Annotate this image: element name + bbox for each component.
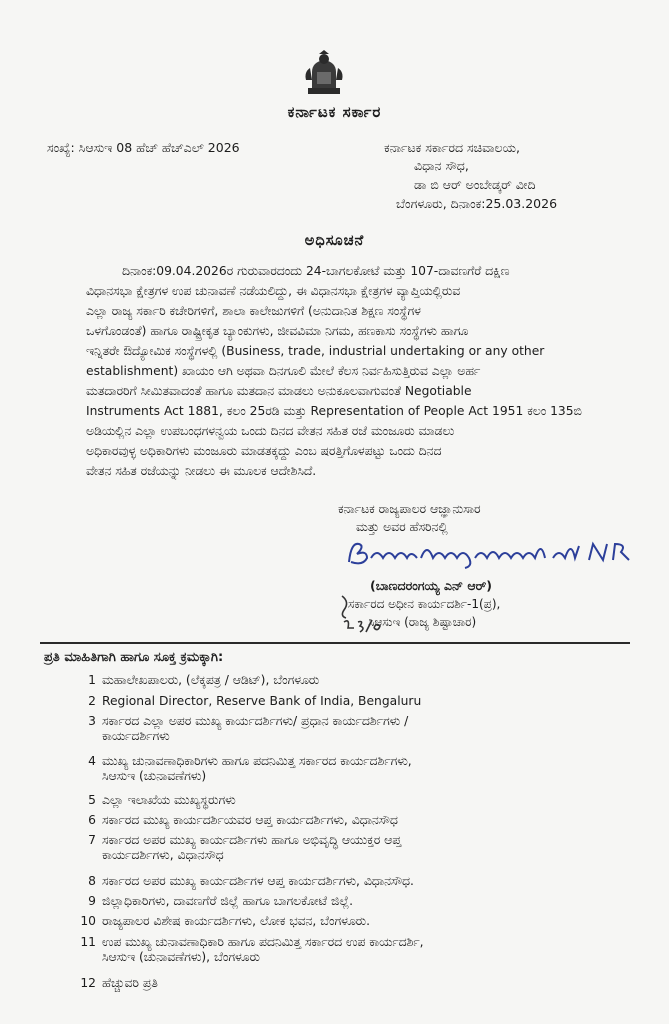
list-item: 9 ಜಿಲ್ಲಾಧಿಕಾರಿಗಳು, ದಾವಣಗೆರೆ ಜಿಲ್ಲೆ ಹಾಗೂ ಬಾಗಲಕೋಟೆ ಜಿಲ್ಲೆ. xyxy=(88,894,354,908)
notification-body-line: ಎಲ್ಲಾ ರಾಜ್ಯ ಸರ್ಕಾರಿ ಕಚೇರಿಗಳಿಗೆ, ಶಾಲಾ ಕಾಲೇಜುಗಳಿಗೆ (ಅನುದಾನಿತ ಶಿಕ್ಷಣ ಸಂಸ್ಥೆಗಳ xyxy=(86,304,421,318)
address-line: ಡಾ ಬಿ ಆರ್ ಅಂಬೇಡ್ಕರ್ ವೀದಿ xyxy=(414,177,536,192)
notification-body-line: Instruments Act 1881, ಕಲಂ 25ರಡಿ ಮತ್ತು Representation of People Act 1951 ಕಲಂ 135ಬಿ xyxy=(86,404,582,418)
notification-body-line: ಅಧಿಕಾರವುಳ್ಳ ಅಧಿಕಾರಿಗಳು ಮಂಜೂರು ಮಾಡತಕ್ಕದ್ದು ಎಂಬ ಷರತ್ತಿಗೊಳಪಟ್ಟು ಒಂದು ದಿನದ xyxy=(86,444,442,458)
signatory-name: (ಬಾಣದರಂಗಯ್ಯ ಎನ್ ಆರ್) xyxy=(370,578,492,593)
notification-body-line: ಅಡಿಯಲ್ಲಿನ ಎಲ್ಲಾ ಉಪಬಂಧಗಳನ್ವಯ ಒಂದು ದಿನದ ವೇತನ ಸಹಿತ ರಜೆ ಮಂಜೂರು ಮಾಡಲು xyxy=(86,424,455,438)
copy-to-heading: ಪ್ರತಿ ಮಾಹಿತಿಗಾಗಿ ಹಾಗೂ ಸೂಕ್ತ ಕ್ರಮಕ್ಕಾಗಿ: xyxy=(44,650,224,665)
list-item: 11 ಉಪ ಮುಖ್ಯ ಚುನಾವಣಾಧಿಕಾರಿ ಹಾಗೂ ಪದನಿಮಿತ್ತ ಸರ್ಕಾರದ ಉಪ ಕಾರ್ಯದರ್ಶಿ, ಸಿಆಸುಇ (ಚುನಾವಣೆಗಳು), ಬೆಂಗಳೂರು xyxy=(80,935,424,964)
list-item: 7 ಸರ್ಕಾರದ ಅಪರ ಮುಖ್ಯ ಕಾರ್ಯದರ್ಶಿಗಳು ಹಾಗೂ ಅಭಿವೃದ್ಧಿ ಆಯುಕ್ತರ ಆಪ್ತ ಕಾರ್ಯದರ್ಶಿಗಳು, ವಿಧಾನಸೌಧ xyxy=(88,833,402,862)
signatory-department: ಸಿಆಸುಇ (ರಾಜ್ಯ ಶಿಷ್ಟಾಚಾರ) xyxy=(368,615,477,629)
signatory-designation: ಸರ್ಕಾರದ ಅಧೀನ ಕಾರ್ಯದರ್ಶಿ-1(ಪ್ರ), xyxy=(348,597,501,611)
handwritten-signature xyxy=(345,536,635,570)
list-item: 1 ಮಹಾಲೇಖಪಾಲರು, (ಲೆಕ್ಕಪತ್ರ / ಆಡಿಟ್), ಬೆಂಗಳೂರು xyxy=(88,673,320,687)
section-divider xyxy=(40,642,630,644)
list-item: 10 ರಾಜ್ಯಪಾಲರ ವಿಶೇಷ ಕಾರ್ಯದರ್ಶಿಗಳು, ಲೋಕ ಭವನ, ಬೆಂಗಳೂರು. xyxy=(80,914,370,928)
list-item: 2 Regional Director, Reserve Bank of India, Bengaluru xyxy=(88,694,422,708)
notification-body-line: ಒಳಗೊಂಡಂತೆ) ಹಾಗೂ ರಾಷ್ಟ್ರೀಕೃತ ಬ್ಯಾಂಕುಗಳು, ಜೀವವಿಮಾ ನಿಗಮ, ಹಣಕಾಸು ಸಂಸ್ಥೆಗಳು ಹಾಗೂ xyxy=(86,324,469,338)
list-item: 5 ಎಲ್ಲಾ ಇಲಾಖೆಯ ಮುಖ್ಯಸ್ಥರುಗಳು xyxy=(88,793,236,807)
reference-number: ಸಂಖ್ಯೆ: ಸಿಆಸುಇ 08 ಹೆಚ್ ಹೆಚ್‌ಎಲ್ 2026 xyxy=(47,140,240,155)
notification-body-line: ವೇತನ ಸಹಿತ ರಜೆಯನ್ನು ನೀಡಲು ಈ ಮೂಲಕ ಆದೇಶಿಸಿದೆ. xyxy=(86,464,317,478)
list-item: 4 ಮುಖ್ಯ ಚುನಾವಣಾಧಿಕಾರಿಗಳು ಹಾಗೂ ಪದನಿಮಿತ್ತ ಸರ್ಕಾರದ ಕಾರ್ಯದರ್ಶಿಗಳು, ಸಿಆಸುಇ (ಚುನಾವಣೆಗಳು) xyxy=(88,754,412,783)
list-item: 6 ಸರ್ಕಾರದ ಮುಖ್ಯ ಕಾರ್ಯದರ್ಶಿಯವರ ಆಪ್ತ ಕಾರ್ಯದರ್ಶಿಗಳು, ವಿಧಾನಸೌಧ xyxy=(88,813,398,827)
order-line: ಮತ್ತು ಅವರ ಹೆಸರಿನಲ್ಲಿ xyxy=(356,520,448,534)
notification-body-line: establishment) ಖಾಯಂ ಆಗಿ ಅಥವಾ ದಿನಗೂಲಿ ಮೇಲೆ ಕೆಲಸ ನಿರ್ವಹಿಸುತ್ತಿರುವ ಎಲ್ಲಾ ಅರ್ಹ xyxy=(86,364,481,378)
karnataka-emblem-icon xyxy=(302,50,346,98)
notification-title: ಅಧಿಸೂಚನೆ xyxy=(304,233,365,249)
handwritten-initials xyxy=(336,592,386,636)
notification-body-line: ದಿನಾಂಕ:09.04.2026ರ ಗುರುವಾರದಂದು 24-ಬಾಗಲಕೋಟೆ ಮತ್ತು 107-ದಾವಣಗೆರೆ ದಕ್ಷಿಣ xyxy=(122,264,510,278)
address-line: ವಿಧಾನ ಸೌಧ, xyxy=(414,158,469,173)
address-line: ಕರ್ನಾಟಕ ಸರ್ಕಾರದ ಸಚಿವಾಲಯ, xyxy=(384,140,520,155)
notification-body-line: ಇನ್ನಿತರೇ ಔದ್ಯೋಮಿಕ ಸಂಸ್ಥೆಗಳಲ್ಲಿ (Business, trade, industrial undertaking or any other xyxy=(86,344,545,358)
list-item: 12 ಹೆಚ್ಚುವರಿ ಪ್ರತಿ xyxy=(80,976,158,990)
government-title: ಕರ್ನಾಟಕ ಸರ್ಕಾರ xyxy=(287,103,382,121)
list-item: 8 ಸರ್ಕಾರದ ಅಪರ ಮುಖ್ಯ ಕಾರ್ಯದರ್ಶಿಗಳ ಆಪ್ತ ಕಾರ್ಯದರ್ಶಿಗಳು, ವಿಧಾನಸೌಧ. xyxy=(88,874,414,888)
notification-body-line: ವಿಧಾನಸಭಾ ಕ್ಷೇತ್ರಗಳ ಉಪ ಚುನಾವಣೆ ನಡೆಯಲಿದ್ದು, ಈ ವಿಧಾನಸಭಾ ಕ್ಷೇತ್ರಗಳ ವ್ಯಾಪ್ತಿಯಲ್ಲಿರುವ xyxy=(86,284,461,298)
order-line: ಕರ್ನಾಟಕ ರಾಜ್ಯಪಾಲರ ಆಜ್ಞಾನುಸಾರ xyxy=(338,502,481,516)
list-item: 3 ಸರ್ಕಾರದ ಎಲ್ಲಾ ಅಪರ ಮುಖ್ಯ ಕಾರ್ಯದರ್ಶಿಗಳು/ ಪ್ರಧಾನ ಕಾರ್ಯದರ್ಶಿಗಳು / ಕಾರ್ಯದರ್ಶಿಗಳು xyxy=(88,714,409,743)
address-date-line: ಬೆಂಗಳೂರು, ದಿನಾಂಕ:25.03.2026 xyxy=(396,196,558,211)
notification-body-line: ಮತದಾರರಿಗೆ ಸೀಮಿತವಾದಂತೆ ಹಾಗೂ ಮತದಾನ ಮಾಡಲು ಅನುಕೂಲವಾಗುವಂತೆ Negotiable xyxy=(86,384,472,398)
